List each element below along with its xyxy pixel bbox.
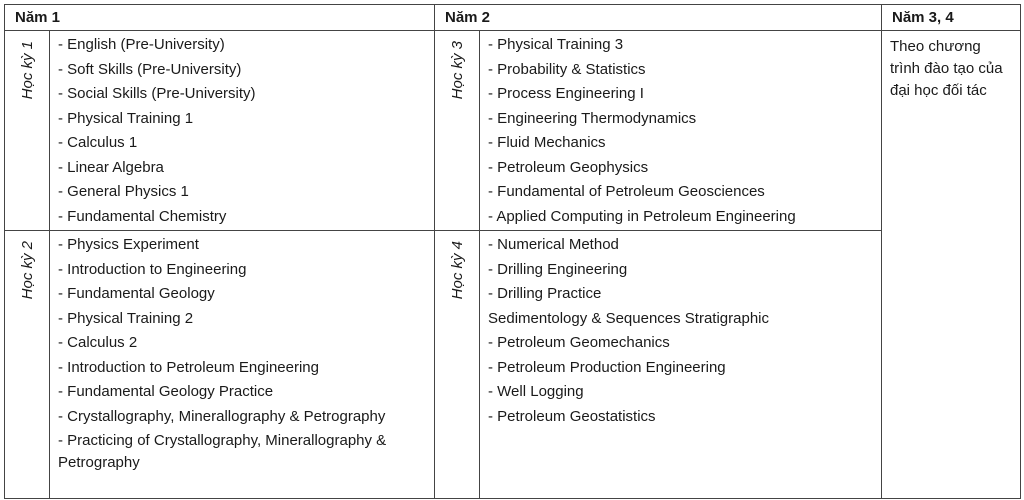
course-item: - Physical Training 2 [58, 309, 194, 327]
semester-4-label: Học kỳ 4 [448, 241, 466, 300]
course-item: - Calculus 1 [58, 134, 138, 151]
course-item: - Fluid Mechanics [488, 134, 606, 151]
year-3-4-note: Theo chương trình đào tạo của đại học đối tác [882, 31, 1021, 499]
course-item: - Process Engineering I [488, 85, 644, 102]
course-item: - Drilling Engineering [488, 260, 628, 278]
course-item: - Linear Algebra [58, 158, 164, 176]
semester-4-courses [480, 231, 882, 499]
course-item: - Practicing of Crystallography, Minerallography & Petrography [58, 432, 387, 471]
course-item: - Numerical Method [488, 236, 619, 253]
semester-row-2 [5, 231, 1021, 499]
course-item: - Crystallography, Minerallography & Petrography [58, 407, 386, 425]
course-item: - General Physics 1 [58, 183, 189, 200]
course-item: - Physics Experiment [58, 236, 199, 253]
course-item: - Introduction to Engineering [58, 260, 247, 278]
semester-3-label-cell [435, 31, 480, 231]
semester-4-course-list [488, 234, 875, 428]
semester-4-label-cell [435, 231, 480, 499]
semester-2-label: Học kỳ 2 [18, 241, 36, 300]
course-item: - Fundamental Chemistry [58, 207, 227, 225]
course-item: - Introduction to Petroleum Engineering [58, 358, 319, 376]
header-year-1: Năm 1 [5, 5, 435, 31]
course-item: - Petroleum Geomechanics [488, 334, 670, 351]
course-item: - Applied Computing in Petroleum Engineering [488, 207, 796, 225]
semester-row-1 [5, 31, 1021, 231]
course-item: - Petroleum Geostatistics [488, 407, 656, 425]
semester-2-courses [50, 231, 435, 499]
course-item: - Engineering Thermodynamics [488, 109, 697, 127]
semester-1-label: Học kỳ 1 [18, 41, 36, 100]
course-item: - Probability & Statistics [488, 60, 646, 78]
course-item: - Petroleum Production Engineering [488, 358, 726, 376]
semester-1-course-list [58, 34, 428, 228]
course-item: - Petroleum Geophysics [488, 158, 649, 176]
semester-3-course-list [488, 34, 875, 228]
course-item: - Calculus 2 [58, 334, 138, 351]
course-item: - Physical Training 1 [58, 109, 194, 127]
semester-3-courses [480, 31, 882, 231]
course-item: - Fundamental of Petroleum Geosciences [488, 183, 765, 200]
course-item: - English (Pre-University) [58, 36, 225, 53]
course-item: - Social Skills (Pre-University) [58, 85, 256, 102]
semester-2-label-cell [5, 231, 50, 499]
course-item: - Fundamental Geology [58, 285, 215, 302]
course-item: - Soft Skills (Pre-University) [58, 60, 242, 78]
semester-2-course-list [58, 234, 428, 474]
header-year-2: Năm 2 [435, 5, 882, 31]
semester-3-label: Học kỳ 3 [448, 41, 466, 100]
curriculum-table [4, 4, 1021, 499]
course-item: - Fundamental Geology Practice [58, 383, 274, 400]
semester-1-label-cell [5, 31, 50, 231]
course-item: - Drilling Practice [488, 285, 602, 302]
course-item: - Well Logging [488, 383, 584, 400]
course-item: Sedimentology & Sequences Stratigraphic [488, 309, 770, 327]
header-year-3-4: Năm 3, 4 [882, 5, 1021, 31]
header-row [5, 5, 1021, 31]
course-item: - Physical Training 3 [488, 36, 624, 53]
semester-1-courses [50, 31, 435, 231]
